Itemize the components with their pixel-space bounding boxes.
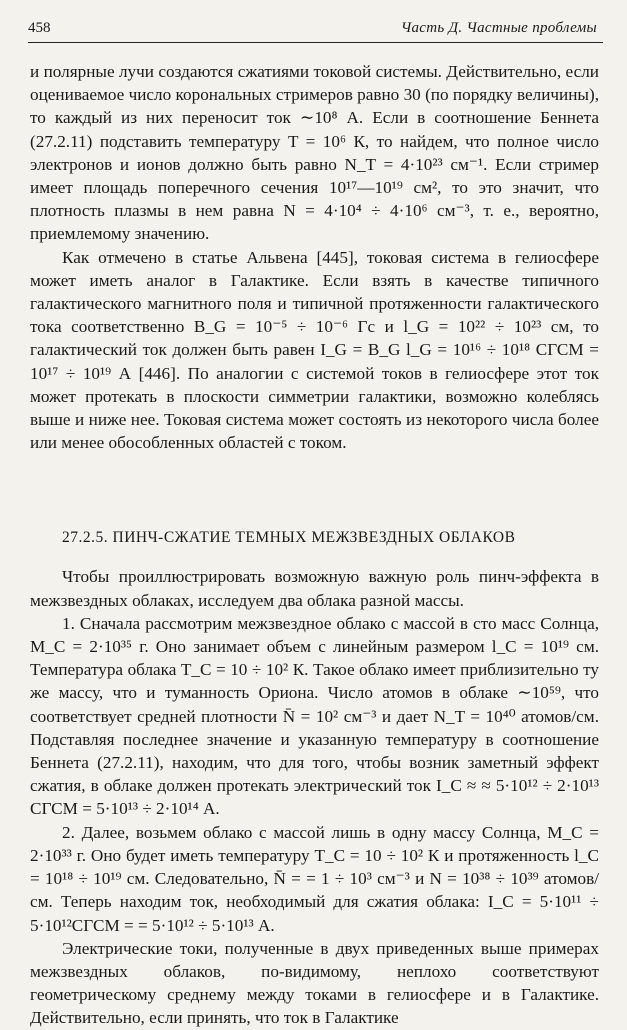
paragraph: Электрические токи, полученные в двух приведенных выше примерах межзвездных облаков, по-видимому, неплохо соответствуют геометрическому среднему между токами в гелиосфере и в Галактике. Действительно, если принять, что ток в Галактике [30,938,599,1028]
page-number: 458 [28,20,51,36]
paragraph: Как отмечено в статье Альвена [445], токовая система в гелиосфере может иметь аналог в Галактике. Если взять в качестве типичного галактического магнитного поля и типичной протяженности галактического тока соответственно B_G = 10⁻⁵ ÷ 10⁻⁶ Гс и l_G = 10²² ÷ 10²³ см, то галактический ток должен быть равен I_G = B_G l_G = 10¹⁶ ÷ 10¹⁸ СГСМ = 10¹⁷ ÷ 10¹⁹ А [446]. По аналогии с системой токов в гелиосфере этот ток может протекать в плоскости симметрии галактики, возможно колеблясь выше и ниже нее. Токовая система может состоять из некоторого числа более или менее обособленных областей с током. [30,247,599,453]
page-body [30,60,599,1030]
paragraph: 1. Сначала рассмотрим межзвездное облако с массой в сто масс Солнца, M_C = 2·10³⁵ г. Оно занимает объем с линейным размером l_C = 10¹⁹ см. Температура облака T_C = 10 ÷ 10² К. Такое облако имеет приблизительно ту же массу, что и туманность Ориона. Число атомов в облаке ∼10⁵⁹, что соответствует средней плотности N̄ = 10² см⁻³ и дает N_T = 10⁴⁰ атомов/см. Подставляя последнее значение и указанную температуру в соотношение Беннета (27.2.11), находим, что для того, чтобы возник заметный эффект сжатия, в облаке должен протекать электрический ток I_C ≈ ≈ 5·10¹² ÷ 2·10¹³ СГСМ = 5·10¹³ ÷ 2·10¹⁴ А. [30,613,599,819]
paragraph: и полярные лучи создаются сжатиями токовой системы. Действительно, если оцениваемое число корональных стримеров равно 30 (по порядку величины), то каждый из них переносит ток ∼10⁸ А. Если в соотношение Беннета (27.2.11) подставить температуру T = 10⁶ К, то найдем, что полное число электронов и ионов должно быть равно N_T = 4·10²³ см⁻¹. Если стример имеет площадь поперечного сечения 10¹⁷—10¹⁹ см², то это значит, что плотность плазмы в нем равна N = 4·10⁴ ÷ 4·10⁶ см⁻³, т. е., вероятно, приемлемому значению. [30,62,599,244]
page-header [28,18,603,43]
running-title: Часть Д. Частные проблемы [400,20,597,36]
section-heading: 27.2.5. ПИНЧ-СЖАТИЕ ТЕМНЫХ МЕЖЗВЕЗДНЫХ ОБЛАКОВ [62,529,516,547]
paragraph: Чтобы проиллюстрировать возможную важную роль пинч-эффекта в межзвездных облаках, исследуем два облака разной массы. [30,567,599,610]
paragraph: 2. Далее, возьмем облако с массой лишь в одну массу Солнца, M_C = 2·10³³ г. Оно будет иметь температуру T_C = 10 ÷ 10² К и протяженность l_C = 10¹⁸ ÷ 10¹⁹ см. Следовательно, N̄ = = 1 ÷ 10³ см⁻³ и N = 10³⁸ ÷ 10³⁹ атомов/см. Теперь находим ток, необходимый для сжатия облака: I_C = 5·10¹¹ ÷ 5·10¹²СГСМ = = 5·10¹² ÷ 5·10¹³ А. [30,822,599,935]
